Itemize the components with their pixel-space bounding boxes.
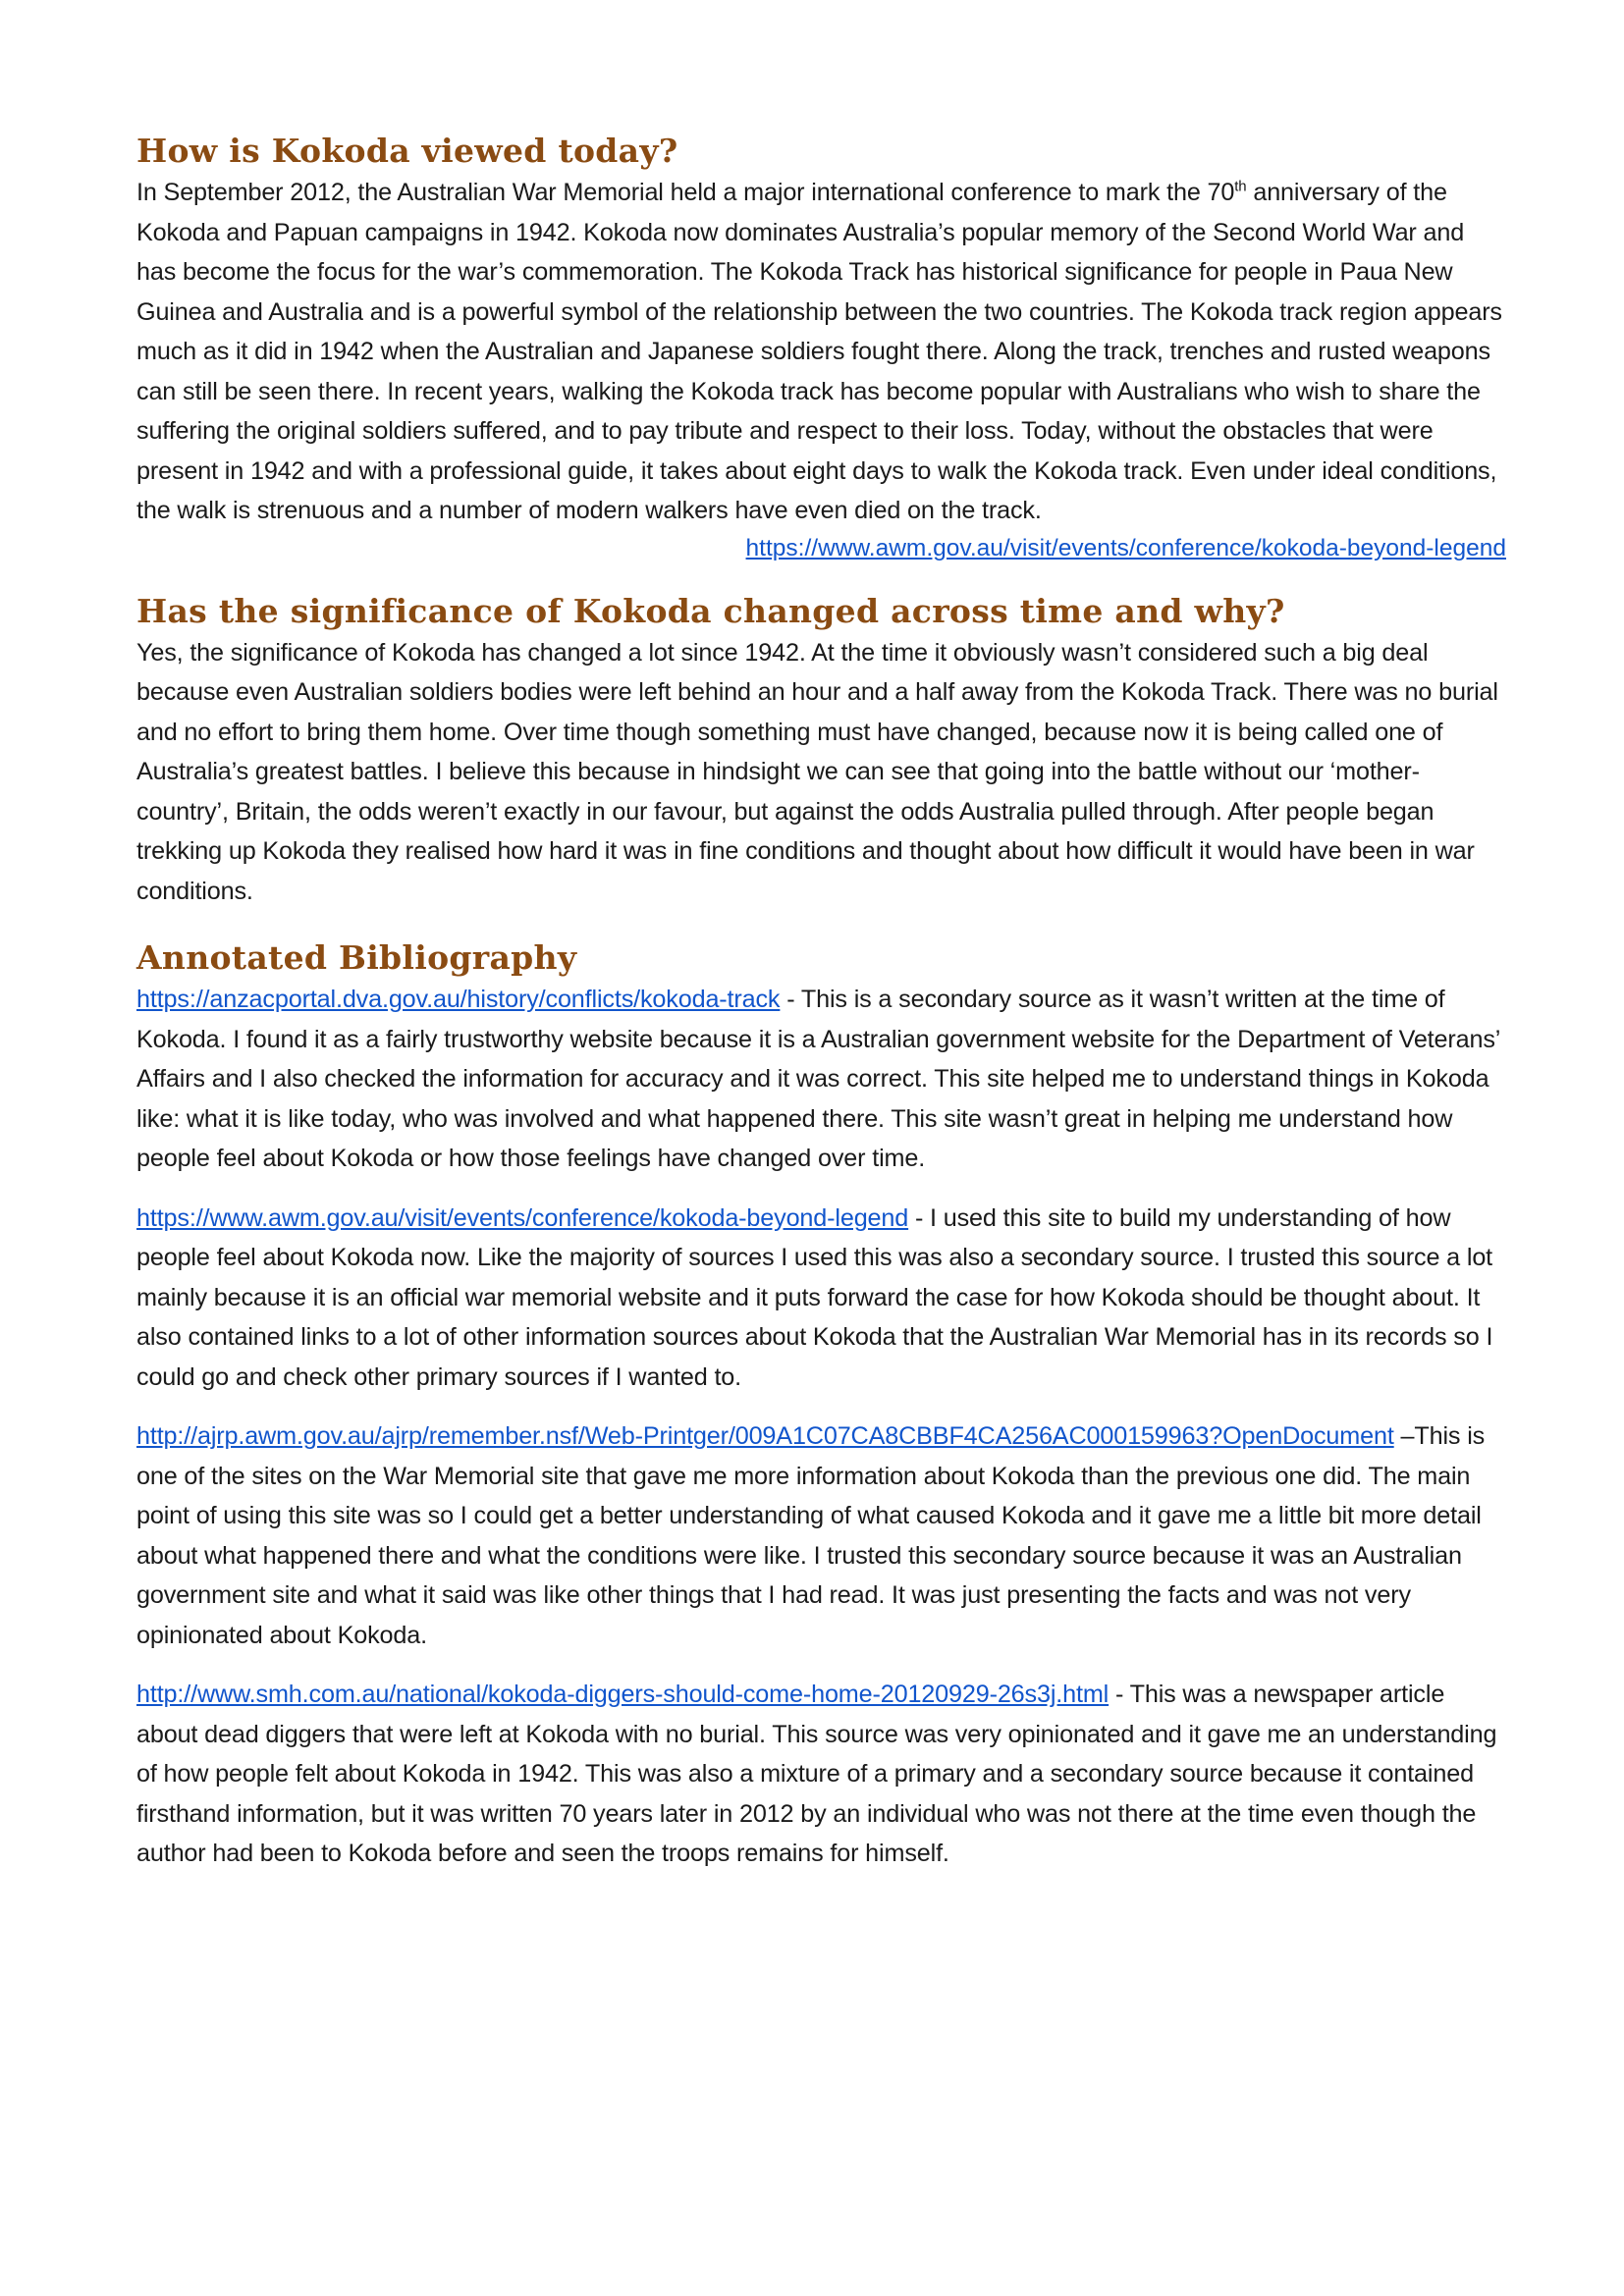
bibliography-link[interactable]: https://anzacportal.dva.gov.au/history/conflicts/kokoda-track	[136, 986, 781, 1013]
bibliography-link[interactable]: http://www.smh.com.au/national/kokoda-diggers-should-come-home-20120929-26s3j.html	[136, 1681, 1110, 1708]
section-body-kokoda-today	[136, 173, 1506, 531]
bibliography-annotation: –This is one of the sites on the War Memorial site that gave me more information about Kokoda than the previous one did. The main point of using this site was so I could get a better understanding of what caused Kokoda and it gave me a little bit more detail about what happened there and what the conditions were like. I trusted this secondary source because it was an Australian government site and what it said was like other things that I had read. It was just presenting the facts and was not very opinionated about Kokoda.	[136, 1422, 1486, 1649]
ordinal-superscript: th	[1234, 178, 1247, 195]
bibliography-entry	[136, 1416, 1506, 1655]
bibliography-annotation: - I used this site to build my understanding of how people feel about Kokoda now. Like the majority of sources I used this was also a secondary source. I trusted this source a lot mainly because it is an official war memorial website and it puts forward the case for how Kokoda should be thought about. It also contained links to a lot of other information sources about Kokoda that the Australian War Memorial has in its records so I could go and check other primary sources if I wanted to.	[136, 1203, 1493, 1391]
section-significance	[136, 590, 1506, 912]
source-link-awm[interactable]: https://www.awm.gov.au/visit/events/conference/kokoda-beyond-legend	[745, 534, 1506, 561]
section-kokoda-today	[136, 130, 1506, 566]
body-text: In September 2012, the Australian War Memorial held a major international conference to mark the 70	[136, 179, 1235, 206]
body-text: anniversary of the Kokoda and Papuan campaigns in 1942. Kokoda now dominates Australia’s popular memory of the Second World War and has become the focus for the war’s commemoration. The Kokoda Track has historical significance for people in Paua New Guinea and Australia and is a powerful symbol of the relationship between the two countries. The Kokoda track region appears much as it did in 1942 when the Australian and Japanese soldiers fought there. Along the track, trenches and rusted weapons can still be seen there. In recent years, walking the Kokoda track has become popular with Australians who wish to share the suffering the original soldiers suffered, and to pay tribute and respect to their loss. Today, without the obstacles that were present in 1942 and with a professional guide, it takes about eight days to walk the Kokoda track. Even under ideal conditions, the walk is strenuous and a number of modern walkers have even died on the track.	[136, 179, 1502, 524]
section-heading-bibliography: Annotated Bibliography	[136, 938, 577, 977]
section-heading-kokoda-today: How is Kokoda viewed today?	[136, 132, 678, 170]
bibliography-entry	[136, 1675, 1506, 1874]
section-heading-significance: Has the significance of Kokoda changed across time and why?	[136, 591, 1285, 630]
source-citation	[136, 531, 1506, 566]
bibliography-annotation: - This was a newspaper article about dead diggers that were left at Kokoda with no burial. This source was very opinionated and it gave me an understanding of how people felt about Kokoda in 1942. This was also a mixture of a primary and a secondary source because it contained firsthand information, but it was written 70 years later in 2012 by an individual who was not there at the time even though the author had been to Kokoda before and seen the troops remains for himself.	[136, 1681, 1497, 1867]
section-body-significance: Yes, the significance of Kokoda has changed a lot since 1942. At the time it obviously wasn’t considered such a big deal because even Australian soldiers bodies were left behind an hour and a half away from the Kokoda Track. There was no burial and no effort to bring them home. Over time though something must have changed, because now it is being called one of Australia’s greatest battles. I believe this because in hindsight we can see that going into the battle without our ‘mother-country’, Britain, the odds weren’t exactly in our favour, but against the odds Australia pulled through. After people began trekking up Kokoda they realised how hard it was in fine conditions and thought about how difficult it would have been in war conditions.	[136, 638, 1498, 905]
bibliography-link[interactable]: https://www.awm.gov.au/visit/events/conference/kokoda-beyond-legend	[136, 1203, 909, 1232]
section-bibliography	[136, 936, 1506, 1874]
bibliography-link[interactable]: http://ajrp.awm.gov.au/ajrp/remember.nsf/Web-Printger/009A1C07CA8CBBF4CA256AC000159963?OpenDocument	[136, 1422, 1394, 1450]
bibliography-entry	[136, 1199, 1506, 1398]
bibliography-entry	[136, 980, 1506, 1179]
bibliography-annotation: - This is a secondary source as it wasn’t written at the time of Kokoda. I found it as a fairly trustworthy website because it is a Australian government website for the Department of Veterans’ Affairs and I also checked the information for accuracy and it was correct. This site helped me to understand things in Kokoda like: what it is like today, who was involved and what happened there. This site wasn’t great in helping me understand how people feel about Kokoda or how those feelings have changed over time.	[136, 986, 1500, 1172]
